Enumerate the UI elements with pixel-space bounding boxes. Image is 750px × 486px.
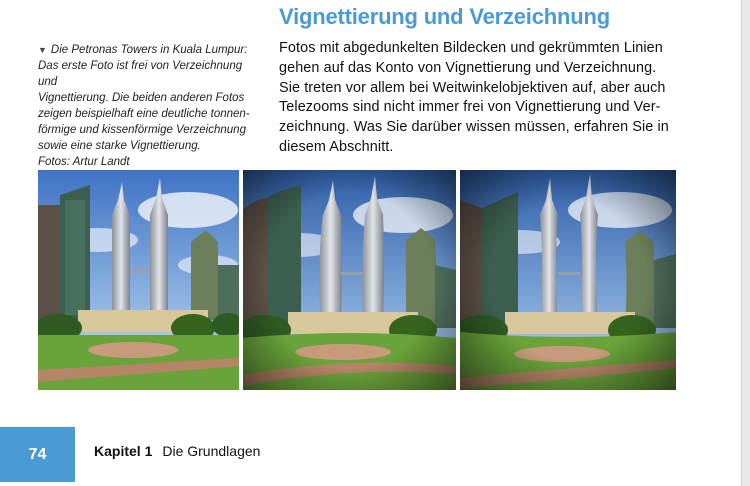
photo-barrel-distortion [243,170,456,390]
page-number: 74 [0,427,75,482]
chapter-label: Kapitel 1 [94,443,153,459]
photo-pincushion-distortion [460,170,676,390]
body-paragraph [279,39,675,158]
caption-line-0: ▼ Die Petronas Towers in Kuala Lumpur: [38,44,248,56]
body-line: diesem Abschnitt. [279,138,394,155]
caption-line-1: Das erste Foto ist frei von Verzeichnung und [38,60,243,88]
section-heading: Vignettierung und Verzeichnung [279,4,610,29]
caption-line-2: Vignettierung. Die beiden anderen Fotos [38,92,245,104]
caption-credit: Fotos: Artur Landt [38,156,130,168]
body-line: zeichnung. Was Sie darüber wissen müssen, erfahren Sie in [279,119,669,136]
body-line: gehen auf das Konto von Vignettierung und Verzeichnung. [279,59,657,76]
triangle-down-icon: ▼ [38,45,47,55]
caption-line-4: förmige und kissenförmige Verzeichnung [38,124,246,136]
page-edge [741,0,750,486]
caption-line-3: zeigen beispielhaft eine deutliche tonnen- [38,108,250,120]
body-line: Sie treten vor allem bei Weitwinkelobjektiven auf, aber auch [279,79,666,96]
body-line: Telezooms sind nicht immer frei von Vignettierung und Ver- [279,99,661,116]
running-footer [94,443,260,459]
photo-undistorted [38,170,239,390]
body-line: Fotos mit abgedunkelten Bildecken und gekrümmten Linien [279,40,663,56]
figure-caption [38,42,263,170]
caption-line-5: sowie eine starke Vignettierung. [38,140,201,152]
chapter-title: Die Grundlagen [162,443,261,459]
